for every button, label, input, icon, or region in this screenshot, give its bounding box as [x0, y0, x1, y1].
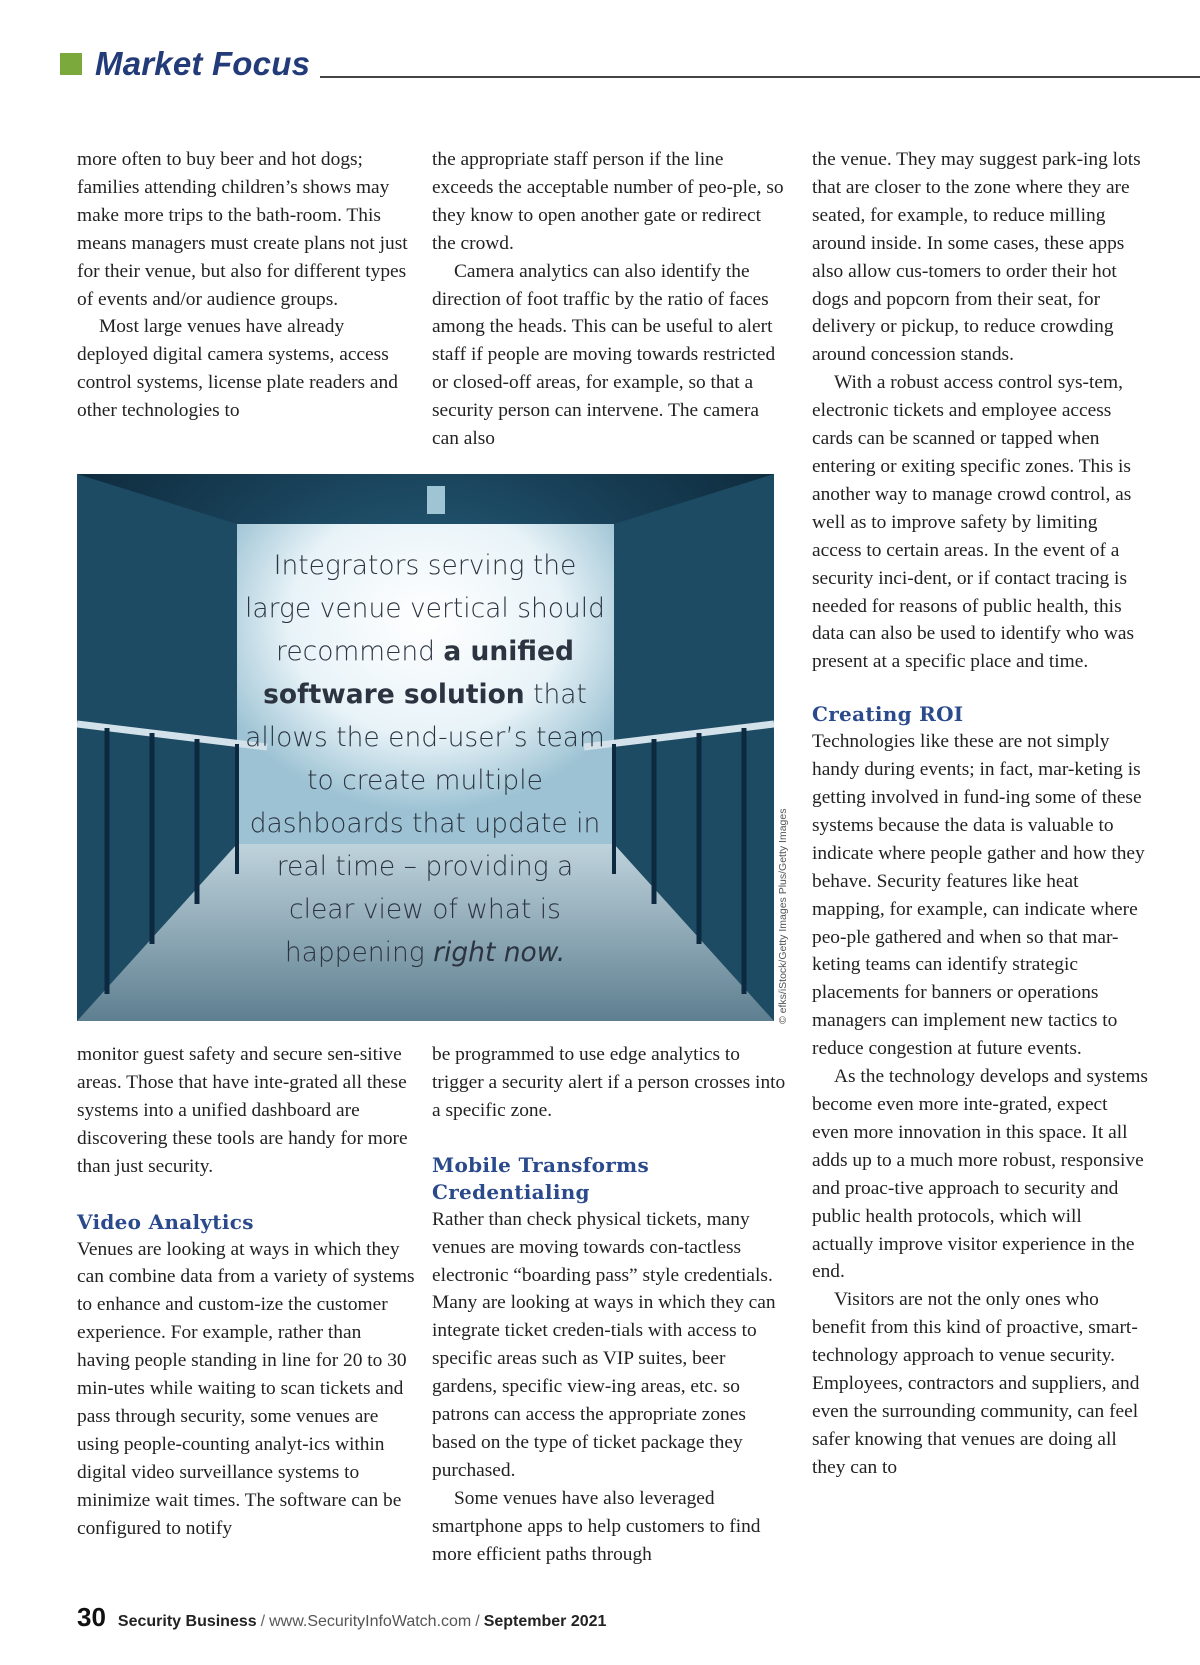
paragraph: the appropriate staff person if the line exceeds the acceptable number of peo-ple, so they know to open another gate or redirect the crowd.: [432, 149, 784, 254]
header-rule: [320, 76, 1200, 78]
footer-separator: /: [475, 1613, 480, 1630]
pull-quote-italic: right now.: [433, 937, 566, 968]
pull-quote-text: that allows the end-user’s team to create multiple dashboards that update in real time – providing a clear view of what is happening: [245, 679, 605, 968]
paragraph: With a robust access control sys-tem, electronic tickets and employee access cards can be scanned or tapped when entering or exiting specific zones. This is another way to manage crowd control, as well as to improve safety by limiting access to certain areas. In the event of a security inci-dent, or if contact tracing is needed for reasons of public health, this data can also be used to identify who was present at a specific place and time.: [812, 372, 1135, 673]
paragraph: Venues are looking at ways in which they can combine data from a variety of systems to enhance and custom-ize the customer experience. For example, rather than having people standing in line for 20 to 30 min-utes while waiting to scan tickets and pass through security, some venues are using people-counting analyt-ics within digital video surveillance systems to minimize wait times. The software can be configured to notify: [77, 1238, 415, 1539]
paragraph: Technologies like these are not simply handy during events; in fact, mar-keting is getting involved in fund-ing some of these systems because the data is valuable to indicate where people gather and how they behave. Security features like heat mapping, for example, can indicate where peo-ple gathered and when so that mar-keting teams can identify strategic placements for banners or operations managers can implement new tactics to reduce congestion at future events.: [812, 731, 1145, 1060]
column-1-bottom: [77, 1041, 417, 1543]
paragraph: Some venues have also leveraged smartphone apps to help customers to find more efficient paths through: [432, 1487, 761, 1565]
page-number: 30: [77, 1602, 106, 1632]
footer-separator: /: [260, 1613, 266, 1630]
paragraph: Camera analytics can also identify the direction of foot traffic by the ratio of faces among the heads. This can be useful to alert staff if people are moving towards restricted or closed-off areas, for example, so that a security person can intervene. The camera can also: [432, 260, 776, 450]
heading-mobile-credentialing: Mobile Transforms Credentialing: [432, 1152, 650, 1204]
section-marker: [60, 53, 82, 75]
publication-url: www.SecurityInfoWatch.com: [269, 1613, 472, 1630]
pull-quote-text: Integrators serving the large venue vertical should recommend: [245, 550, 605, 667]
heading-creating-roi: Creating ROI: [812, 702, 964, 727]
page-footer: [77, 1603, 606, 1636]
issue-date: September 2021: [483, 1613, 607, 1630]
paragraph: monitor guest safety and secure sen-sitive areas. Those that have inte-grated all these systems into a unified dashboard are discovering these tools are handy for more than just security.: [77, 1044, 408, 1177]
column-2-top: [432, 146, 787, 453]
corridor-photo: [77, 474, 774, 1021]
paragraph: be programmed to use edge analytics to trigger a security alert if a person crosses into a specific zone.: [432, 1044, 786, 1121]
paragraph: Most large venues have already deployed digital camera systems, access control systems, license plate readers and other technologies to: [77, 316, 398, 422]
paragraph: the venue. They may suggest park-ing lots that are closer to the zone where they are seated, for example, to reduce milling around inside. In some cases, these apps also allow cus-tomers to order their hot dogs and popcorn from their seat, for delivery or pickup, to reduce crowding around concession stands.: [812, 149, 1141, 366]
ceiling-lamp: [427, 486, 445, 514]
section-title: Market Focus: [95, 45, 311, 82]
pull-quote: [240, 544, 610, 974]
pull-quote-bold: a unified software solution: [263, 636, 574, 710]
paragraph: As the technology develops and systems become even more inte-grated, expect even more innovation in this space. It all adds up to a much more robust, responsive and proac-tive approach to security and public health protocols, which will actually improve visitor experience in the end.: [812, 1066, 1148, 1283]
paragraph: Rather than check physical tickets, many venues are moving towards con-tactless electronic “boarding pass” style credentials. Many are looking at ways in which they can integrate ticket creden-tials with access to specific areas such as VIP suites, beer gardens, specific view-ing areas, etc. so patrons can access the appropriate zones based on the type of ticket package they purchased.: [432, 1208, 776, 1481]
photo-credit: © efks/iStock/Getty Images Plus/Getty Images: [777, 808, 789, 1024]
column-3: [812, 146, 1148, 1482]
heading-video-analytics: Video Analytics: [77, 1209, 254, 1234]
paragraph: Visitors are not the only ones who benefit from this kind of proactive, smart-technology approach to venue security. Employees, contractors and suppliers, and even the surrounding community, can feel safer knowing that venues are doing all they can to: [812, 1289, 1140, 1478]
column-2-bottom: [432, 1041, 787, 1569]
column-1-top: [77, 146, 417, 425]
publication-name: Security Business: [117, 1613, 257, 1630]
paragraph: more often to buy beer and hot dogs; families attending children’s shows may make more trips to the bath-room. This means managers must create plans not just for their venue, but also for different types of events and/or audience groups.: [77, 149, 408, 310]
